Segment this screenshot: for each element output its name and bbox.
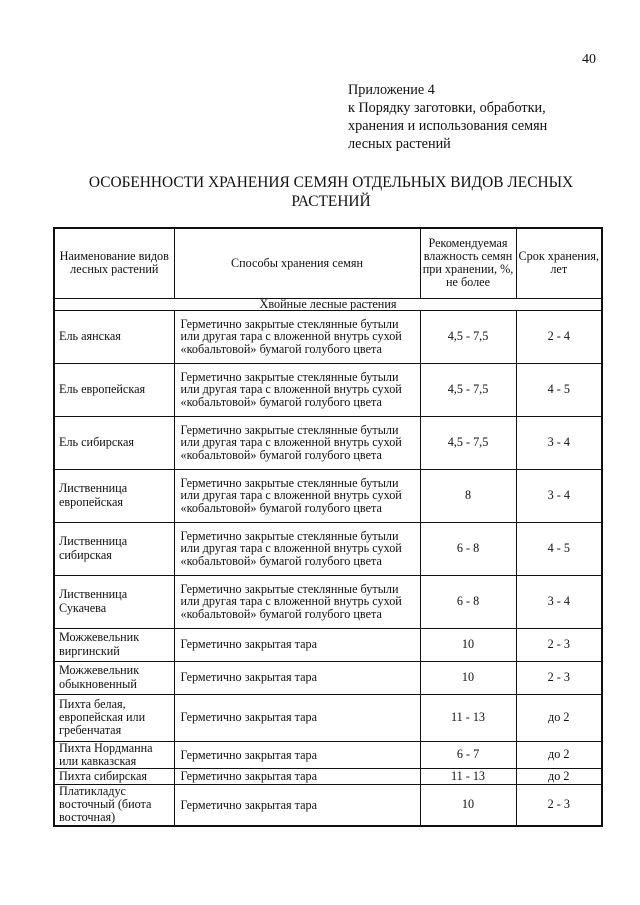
group-row (54, 298, 602, 310)
species-name-cell: Ель сибирская (54, 416, 174, 469)
storage-term-cell: 4 - 5 (516, 522, 602, 575)
table-row (54, 575, 602, 628)
header-species-name: Наименование видов лесных растений (54, 228, 174, 298)
storage-method-cell: Герметично закрытая тара (174, 768, 420, 784)
species-name-cell: Можжевельник виргинский (54, 628, 174, 661)
storage-term-cell: до 2 (516, 741, 602, 768)
humidity-cell: 10 (420, 784, 516, 825)
appendix-line: к Порядку заготовки, обработки, (348, 100, 546, 116)
header-storage-term: Срок хранения, лет (516, 228, 602, 298)
storage-method-cell: Герметично закрытая тара (174, 741, 420, 768)
table-row (54, 784, 602, 825)
storage-term-cell: 3 - 4 (516, 416, 602, 469)
species-name-cell: Ель европейская (54, 363, 174, 416)
storage-term-cell: до 2 (516, 768, 602, 784)
storage-method-cell: Герметично закрытые стеклянные бутыли или другая тара с вложенной внутрь сухой «кобальтовой» бумагой голубого цвета (174, 469, 420, 522)
humidity-cell: 4,5 - 7,5 (420, 310, 516, 363)
species-name-cell: Лиственница сибирская (54, 522, 174, 575)
table-row (54, 661, 602, 694)
species-name-cell: Пихта сибирская (54, 768, 174, 784)
humidity-cell: 6 - 8 (420, 575, 516, 628)
humidity-cell: 11 - 13 (420, 768, 516, 784)
table-row (54, 469, 602, 522)
storage-method-cell: Герметично закрытые стеклянные бутыли или другая тара с вложенной внутрь сухой «кобальтовой» бумагой голубого цвета (174, 522, 420, 575)
storage-term-cell: 2 - 4 (516, 310, 602, 363)
storage-term-cell: 4 - 5 (516, 363, 602, 416)
species-name-cell: Лиственница Сукачева (54, 575, 174, 628)
appendix-note (348, 81, 547, 153)
header-storage-method: Способы хранения семян (174, 228, 420, 298)
storage-method-cell: Герметично закрытая тара (174, 661, 420, 694)
appendix-line: хранения и использования семян (348, 118, 548, 134)
appendix-line: лесных растений (348, 136, 451, 152)
table-row (54, 741, 602, 768)
page-number: 40 (582, 52, 596, 67)
storage-term-cell: до 2 (516, 694, 602, 741)
title-line: РАСТЕНИЙ (291, 193, 371, 210)
humidity-cell: 10 (420, 628, 516, 661)
table-row (54, 416, 602, 469)
header-humidity: Рекомендуемая влажность семян при хранении, %, не более (420, 228, 516, 298)
table-row (54, 310, 602, 363)
table-header-row (54, 228, 602, 298)
humidity-cell: 6 - 7 (420, 741, 516, 768)
group-label: Хвойные лесные растения (54, 298, 602, 310)
species-name-cell: Пихта Нордманна или кавказская (54, 741, 174, 768)
storage-term-cell: 2 - 3 (516, 628, 602, 661)
document-title (70, 173, 592, 211)
humidity-cell: 4,5 - 7,5 (420, 416, 516, 469)
appendix-line: Приложение 4 (348, 82, 435, 98)
storage-method-cell: Герметично закрытая тара (174, 694, 420, 741)
species-name-cell: Лиственница европейская (54, 469, 174, 522)
storage-method-cell: Герметично закрытые стеклянные бутыли или другая тара с вложенной внутрь сухой «кобальтовой» бумагой голубого цвета (174, 310, 420, 363)
storage-method-cell: Герметично закрытые стеклянные бутыли или другая тара с вложенной внутрь сухой «кобальтовой» бумагой голубого цвета (174, 575, 420, 628)
storage-method-cell: Герметично закрытые стеклянные бутыли или другая тара с вложенной внутрь сухой «кобальтовой» бумагой голубого цвета (174, 363, 420, 416)
table-row (54, 694, 602, 741)
storage-method-cell: Герметично закрытая тара (174, 628, 420, 661)
humidity-cell: 4,5 - 7,5 (420, 363, 516, 416)
storage-term-cell: 2 - 3 (516, 661, 602, 694)
storage-term-cell: 3 - 4 (516, 469, 602, 522)
seed-storage-table (53, 227, 603, 827)
humidity-cell: 11 - 13 (420, 694, 516, 741)
title-line: ОСОБЕННОСТИ ХРАНЕНИЯ СЕМЯН ОТДЕЛЬНЫХ ВИДОВ ЛЕСНЫХ (88, 174, 574, 191)
humidity-cell: 10 (420, 661, 516, 694)
species-name-cell: Пихта белая, европейская или гребенчатая (54, 694, 174, 741)
species-name-cell: Можжевельник обыкновенный (54, 661, 174, 694)
species-name-cell: Платикладус восточный (биота восточная) (54, 784, 174, 825)
humidity-cell: 8 (420, 469, 516, 522)
storage-method-cell: Герметично закрытые стеклянные бутыли или другая тара с вложенной внутрь сухой «кобальтовой» бумагой голубого цвета (174, 416, 420, 469)
humidity-cell: 6 - 8 (420, 522, 516, 575)
storage-term-cell: 2 - 3 (516, 784, 602, 825)
storage-term-cell: 3 - 4 (516, 575, 602, 628)
species-name-cell: Ель аянская (54, 310, 174, 363)
table-row (54, 768, 602, 784)
storage-method-cell: Герметично закрытая тара (174, 784, 420, 825)
table-body (54, 298, 602, 826)
table-row (54, 363, 602, 416)
table-row (54, 628, 602, 661)
table-row (54, 522, 602, 575)
